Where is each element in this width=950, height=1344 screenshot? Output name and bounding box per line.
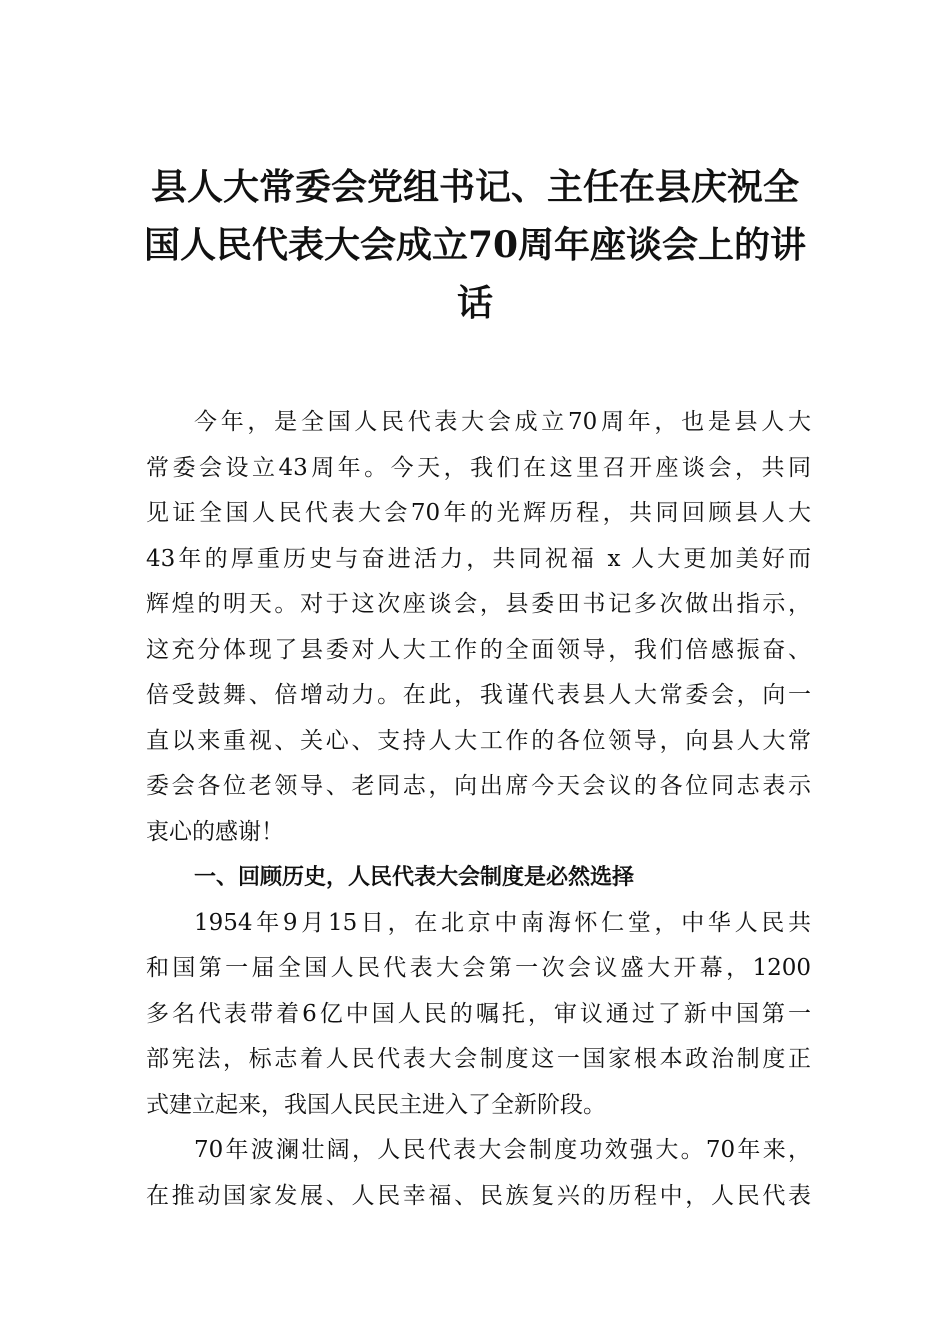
text-line: 辉煌的明天。对于这次座谈会，县委田书记多次做出指示， <box>146 591 811 617</box>
text-line: 式建立起来，我国人民民主进入了全新阶段。 <box>146 1091 606 1118</box>
text-line: 常委会设立43周年。今天，我们在这里召开座谈会，共同 <box>146 454 811 481</box>
document-title <box>130 158 820 332</box>
text-line: 43年的厚重历史与奋进活力，共同祝福 x 人大更加美好而 <box>146 545 811 572</box>
section-heading-text: 一、回顾历史，人民代表大会制度是必然选择 <box>194 865 635 890</box>
text-line: 和国第一届全国人民代表大会第一次会议盛大开幕，1200 <box>146 955 811 981</box>
text-line: 直以来重视、关心、支持人大工作的各位领导，向县人大常 <box>146 727 811 754</box>
paragraph-history <box>146 901 811 1129</box>
document-body <box>146 400 811 1219</box>
title-line: 话 <box>456 282 493 324</box>
text-line: 1954年9月15日，在北京中南海怀仁堂，中华人民共 <box>194 909 811 936</box>
text-line: 这充分体现了县委对人大工作的全面领导，我们倍感振奋、 <box>146 636 811 663</box>
text-line: 衷心的感谢！ <box>146 818 284 845</box>
text-line: 多名代表带着6亿中国人民的嘱托，审议通过了新中国第一 <box>146 1000 811 1027</box>
paragraph-opening <box>146 400 811 855</box>
text-line: 部宪法，标志着人民代表大会制度这一国家根本政治制度正 <box>146 1046 811 1072</box>
text-line: 今年，是全国人民代表大会成立70周年，也是县人大 <box>194 409 811 435</box>
text-line: 委会各位老领导、老同志，向出席今天会议的各位同志表示 <box>146 773 811 799</box>
title-line: 县人大常委会党组书记、主任在县庆祝全 <box>150 166 799 208</box>
title-line: 国人民代表大会成立70周年座谈会上的讲 <box>143 224 807 266</box>
text-line: 70年波澜壮阔，人民代表大会制度功效强大。70年来， <box>194 1137 811 1163</box>
text-line: 见证全国人民代表大会70年的光辉历程，共同回顾县人大 <box>146 500 811 526</box>
text-line: 倍受鼓舞、倍增动力。在此，我谨代表县人大常委会，向一 <box>146 682 811 708</box>
paragraph-seventy-years <box>146 1128 811 1219</box>
section-heading <box>146 855 811 901</box>
text-line: 在推动国家发展、人民幸福、民族复兴的历程中，人民代表 <box>146 1182 811 1209</box>
